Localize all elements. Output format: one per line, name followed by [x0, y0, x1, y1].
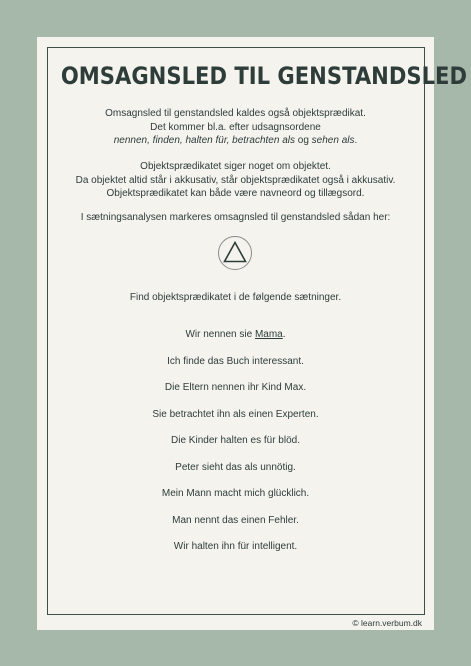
- verb-list: nennen, finden, halten für, betrachten als: [113, 135, 295, 146]
- sentence-6: Peter sieht das als unnötig.: [175, 461, 296, 473]
- sentence-1: [37, 328, 434, 355]
- intro-line-3: [37, 134, 434, 148]
- marking-text: I sætningsanalysen markeres omsagnsled til genstandsled sådan her:: [80, 212, 391, 223]
- worksheet-page: [37, 37, 468, 630]
- explanation-line-1: Objektsprædikatet siger noget om objektet.: [140, 161, 331, 172]
- copyright-notice: © learn.verbum.dk: [352, 618, 422, 628]
- triangle-in-circle-icon: [217, 235, 253, 271]
- page-title: OMSAGNSLED TIL GENSTANDSLED: [60, 62, 468, 90]
- sentence-2: Ich finde das Buch interessant.: [167, 355, 304, 367]
- sentence-3: Die Eltern nennen ihr Kind Max.: [164, 382, 307, 393]
- sentence-8: Man nennt das einen Fehler.: [172, 514, 299, 526]
- sentence-5: Die Kinder halten es für blöd.: [171, 435, 300, 446]
- explanation-line-3: Objektsprædikatet kan både være navneord og tillægsord.: [106, 188, 365, 199]
- task-instruction: Find objektsprædikatet i de følgende sætninger.: [129, 292, 342, 303]
- sentence-1-underlined: Mama: [254, 329, 283, 340]
- sentence-4: Sie betrachtet ihn als einen Experten.: [152, 408, 319, 420]
- verb-last: sehen als: [311, 135, 355, 146]
- sentence-1-prefix: Wir nennen sie: [185, 329, 255, 340]
- intro-line-1: Omsagnsled til genstandsled kaldes også objektsprædikat.: [105, 108, 366, 119]
- conjunction: og: [294, 135, 312, 146]
- sentence-1-suffix: .: [282, 329, 286, 340]
- intro-line-2: Det kommer bl.a. efter udsagnsordene: [150, 121, 321, 133]
- period: .: [354, 135, 358, 146]
- intro-paragraph: [37, 107, 434, 148]
- explanation-line-2: Da objektet altid står i akkusativ, står objektsprædikatet også i akkusativ.: [75, 174, 396, 186]
- sentence-9: Wir halten ihn für intelligent.: [173, 541, 298, 552]
- sentence-7: Mein Mann macht mich glücklich.: [161, 488, 310, 499]
- explanation-paragraph: [37, 160, 434, 201]
- sentence-list: [37, 328, 434, 567]
